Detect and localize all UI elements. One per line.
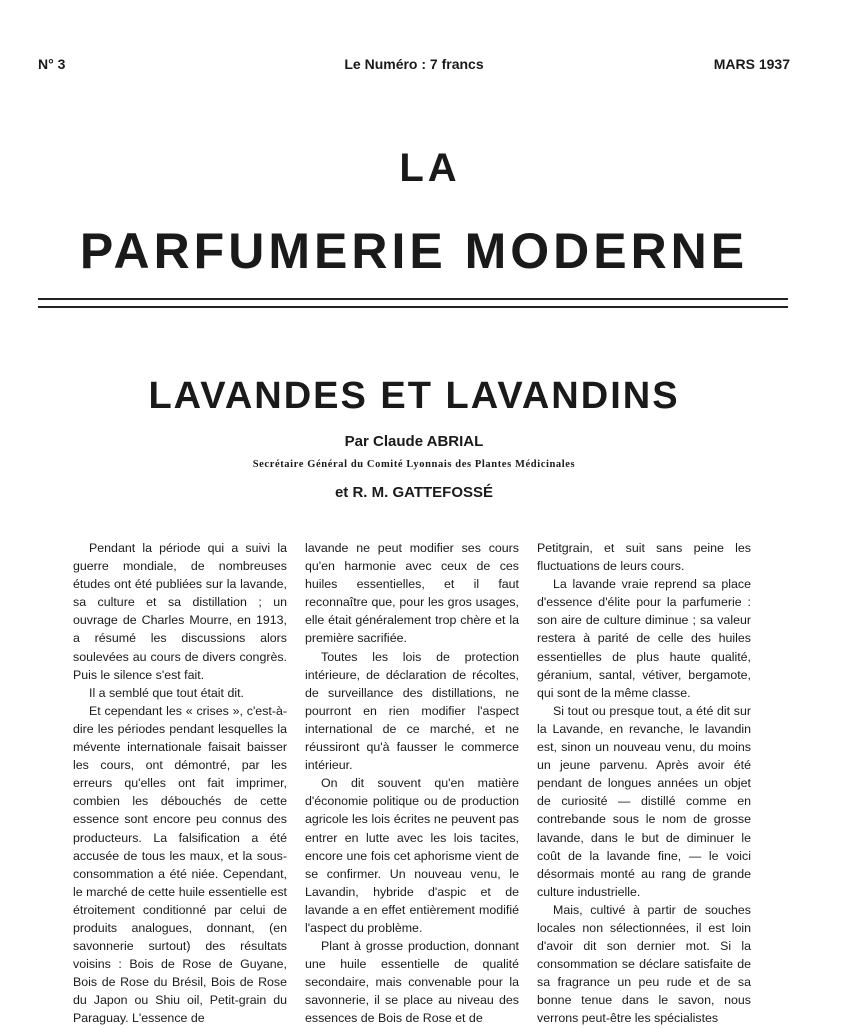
author-byline-2: et R. M. GATTEFOSSÉ <box>334 484 494 501</box>
issue-price: Le Numéro : 7 francs <box>344 56 484 72</box>
issue-number: N° 3 <box>38 56 66 72</box>
masthead-rule-bottom <box>38 306 788 308</box>
article-column-3 <box>537 539 751 1026</box>
paragraph: Mais, cultivé à partir de souches locales non sélectionnées, il est loin d'avoir dit son dernier mot. Si la consommation se déclare satisfaite de sa fragrance un peu rude et de sa bonne tenue dans le savon, nous verrons peut-être les spécialistes <box>537 902 751 1026</box>
paragraph: Plant à grosse production, donnant une huile essentielle de qualité secondaire, mais convenable pour la savonnerie, il se place au niveau des essences de Bois de Rose et de <box>305 939 519 1026</box>
paragraph: Toutes les lois de protection intérieure, de déclaration de récoltes, de surveillance des distillations, ne pourront en rien modifier l'aspect international de ce marché, et ne réussiront qu'à fausser le commerce intérieur. <box>305 649 519 773</box>
issue-date: MARS 1937 <box>713 56 790 72</box>
running-header <box>38 56 790 76</box>
masthead-la: LA <box>399 146 461 190</box>
paragraph: Si tout ou presque tout, a été dit sur la Lavande, en revanche, le lavandin est, sinon un nouveau venu, du moins un jeune parvenu. Après avoir été pendant de longues années un objet de curiosité — distillé comme en contrebande sous le nom de grosse lavande, dans le but de diminuer le coût de la lavande fine, — le voici désormais monté au rang de grande culture industrielle. <box>537 703 751 899</box>
paragraph: Petitgrain, et suit sans peine les fluctuations de leurs cours. <box>537 541 751 574</box>
paragraph: Il a semblé que tout était dit. <box>89 685 244 700</box>
masthead-title: PARFUMERIE MODERNE <box>79 223 749 279</box>
paragraph: Pendant la période qui a suivi la guerre mondiale, de nombreuses études ont été publiées sur la lavande, sa culture et sa distillation ; un ouvrage de Charles Mourre, en 1913, a résumé les discussions alors soulevées au cours de divers congrès. Puis le silence s'est fait. <box>73 541 287 682</box>
paragraph: La lavande vraie reprend sa place d'essence d'élite pour la parfumerie : son aire de culture diminue ; sa valeur restera à parité de celle des huiles essentielles de plus haute qualité, géranium, santal, vétiver, bergamote, qui sont de la même classe. <box>537 577 751 700</box>
paragraph: lavande ne peut modifier ses cours qu'en harmonie avec ceux de ces huiles essentielles, et il faut reconnaître que, pour les gros usages, elle était généralement trop chère et la première sacrifiée. <box>305 541 519 646</box>
author-affiliation: Secrétaire Général du Comité Lyonnais des Plantes Médicinales <box>252 459 576 470</box>
article-title: LAVANDES ET LAVANDINS <box>148 375 680 417</box>
paragraph: On dit souvent qu'en matière d'économie politique ou de production agricole les lois écrites ne peuvent pas entrer en lutte avec les lois tacites, encore une fois cet aphorisme vient de se confirmer. Un nouveau venu, le Lavandin, hybride d'aspic et de lavande a en effet entièrement modifié l'aspect du problème. <box>305 776 519 935</box>
article-column-2 <box>305 539 519 1026</box>
article-column-1 <box>73 539 287 1026</box>
author-byline-1: Par Claude ABRIAL <box>344 433 484 450</box>
masthead-rule-top <box>38 298 788 300</box>
paragraph: Et cependant les « crises », c'est-à-dire les périodes pendant lesquelles la mévente internationale faisait baisser les cours, ont démontré, par les erreurs qu'elles ont fait imprimer, combien les débouchés de cette essence sont encore peu connus des producteurs. La falsification a été accusée de tous les maux, et la sous-consommation a été niée. Cependant, le marché de cette huile essentielle est étroitement conditionné par celui de produits analogues, donnant, (en savonnerie surtout) des résultats voisins : Bois de Rose de Guyane, Bois de Rose du Brésil, Bois de Rose du Japon ou Shiu oil, Petit-grain du Paraguay. L'essence de <box>73 703 287 1026</box>
